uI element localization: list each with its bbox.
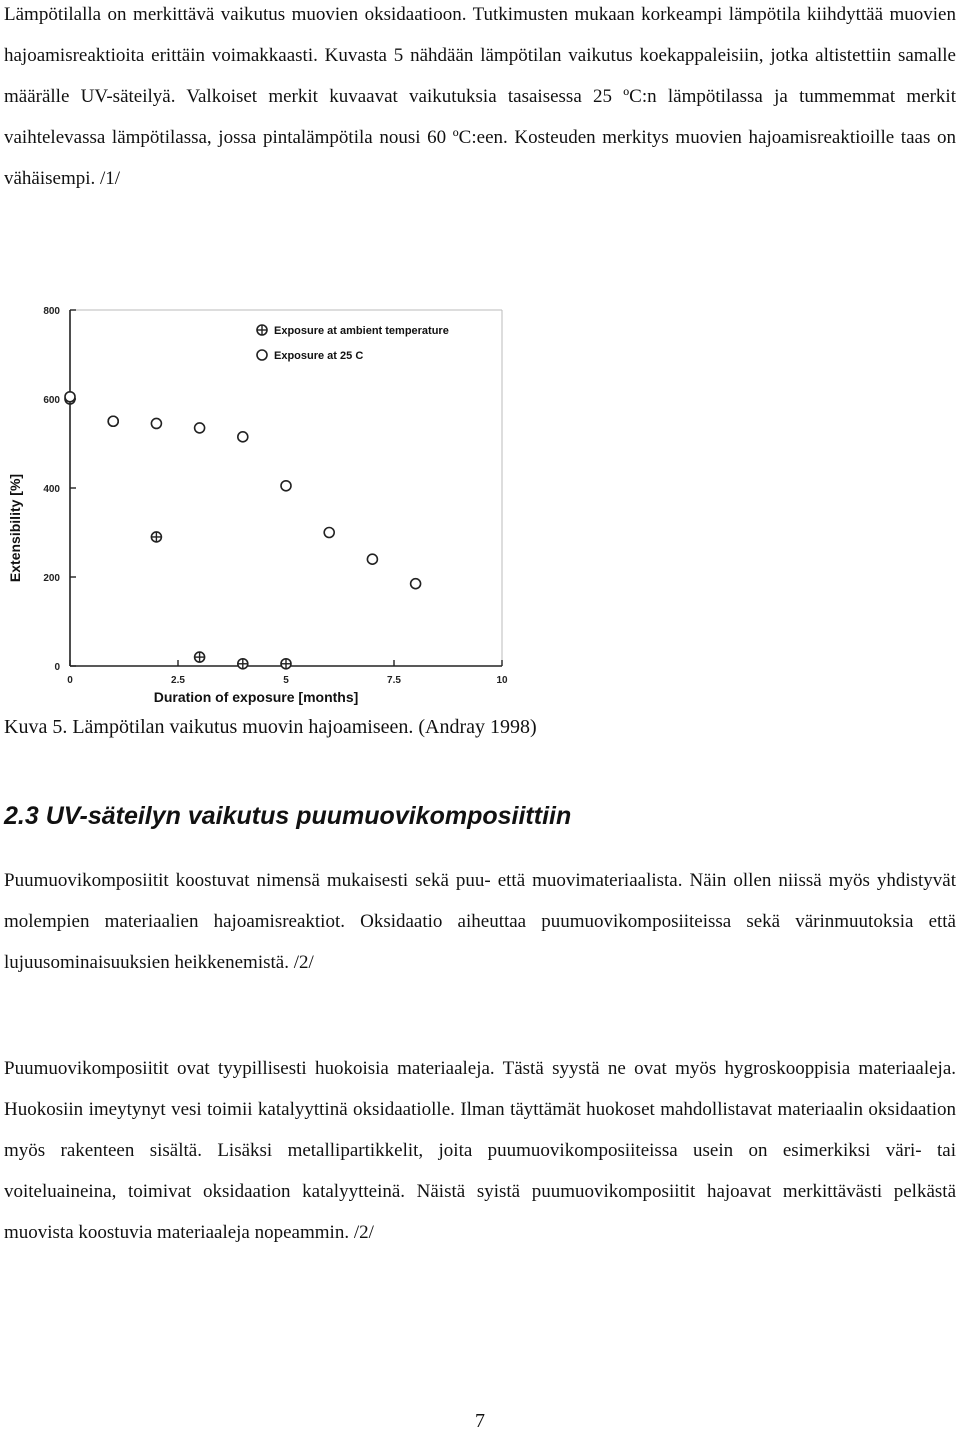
data-point-s2-5	[238, 432, 248, 442]
section-heading: 2.3 UV-säteilyn vaikutus puumuovikomposiittiin	[4, 802, 572, 830]
legend-marker-2	[257, 350, 267, 360]
y-tick-label: 600	[43, 395, 60, 406]
chart-svg	[0, 296, 520, 708]
intro-paragraph: Lämpötilalla on merkittävä vaikutus muovien oksidaatioon. Tutkimusten mukaan korkeampi lämpötila kiihdyttää muovien hajoamisreaktioita erittäin voimakkaasti. Kuvasta 5 nähdään lämpötilan vaikutus koekappaleisiin, jotka altistettiin samalle määrälle UV-säteilyä. Valkoiset merkit kuvaavat vaikutuksia tasaisessa 25 ºC:n lämpötilassa ja tummemmat merkit vaihtelevassa lämpötilassa, jossa pintalämpötila nousi 60 ºC:een. Kosteuden merkitys muovien hajoamisreaktioille taas on vähäisempi. /1/	[4, 4, 956, 189]
data-point-s2-3	[151, 418, 161, 428]
x-tick-label: 7.5	[387, 675, 401, 686]
page-number: 7	[475, 1410, 485, 1432]
data-point-s2-8	[367, 554, 377, 564]
x-tick-label: 0	[67, 675, 73, 686]
data-point-s2-1	[65, 392, 75, 402]
data-point-s2-2	[108, 416, 118, 426]
y-tick-label: 200	[43, 573, 60, 584]
data-point-s2-7	[324, 528, 334, 538]
figure-caption: Kuva 5. Lämpötilan vaikutus muovin hajoamiseen. (Andray 1998)	[4, 716, 537, 738]
extensibility-chart	[0, 296, 520, 708]
composites-paragraph-2: Puumuovikomposiitit ovat tyypillisesti huokoisia materiaaleja. Tästä syystä ne ovat myös hygroskooppisia materiaaleja. Huokosiin imeytynyt vesi toimii katalyyttinä oksidaatiolle. Ilman täyttämät huokoset mahdollistavat materiaalin oksidaation myös rakenteen sisältä. Lisäksi metallipartikkelit, joita puumuovikomposiiteissa usein on esimerkiksi väri- tai voiteluaineina, toimivat oksidaation katalyytteinä. Näistä syistä puumuovikomposiitit hajoavat merkittävästi pelkästä muovista koostuvia materiaaleja nopeammin. /2/	[4, 1058, 956, 1243]
data-point-s2-4	[195, 423, 205, 433]
legend-label-2: Exposure at 25 C	[274, 350, 364, 362]
y-tick-label: 400	[43, 484, 60, 495]
x-tick-label: 10	[496, 675, 508, 686]
data-point-s2-6	[281, 481, 291, 491]
x-tick-label: 5	[283, 675, 289, 686]
y-tick-label: 800	[43, 306, 60, 317]
y-axis-label: Extensibility [%]	[7, 473, 23, 583]
y-tick-label: 0	[54, 662, 60, 673]
x-axis-label: Duration of exposure [months]	[153, 689, 359, 705]
data-point-s2-9	[411, 579, 421, 589]
x-tick-label: 2.5	[171, 675, 185, 686]
legend-label-1: Exposure at ambient temperature	[274, 325, 449, 337]
composites-paragraph-1: Puumuovikomposiitit koostuvat nimensä mukaisesti sekä puu- että muovimateriaalista. Näin ollen niissä myös yhdistyvät molempien materiaalien hajoamisreaktiot. Oksidaatio aiheuttaa puumuovikomposiiteissa sekä värinmuutoksia että lujuusominaisuuksien heikkenemistä. /2/	[4, 870, 956, 973]
